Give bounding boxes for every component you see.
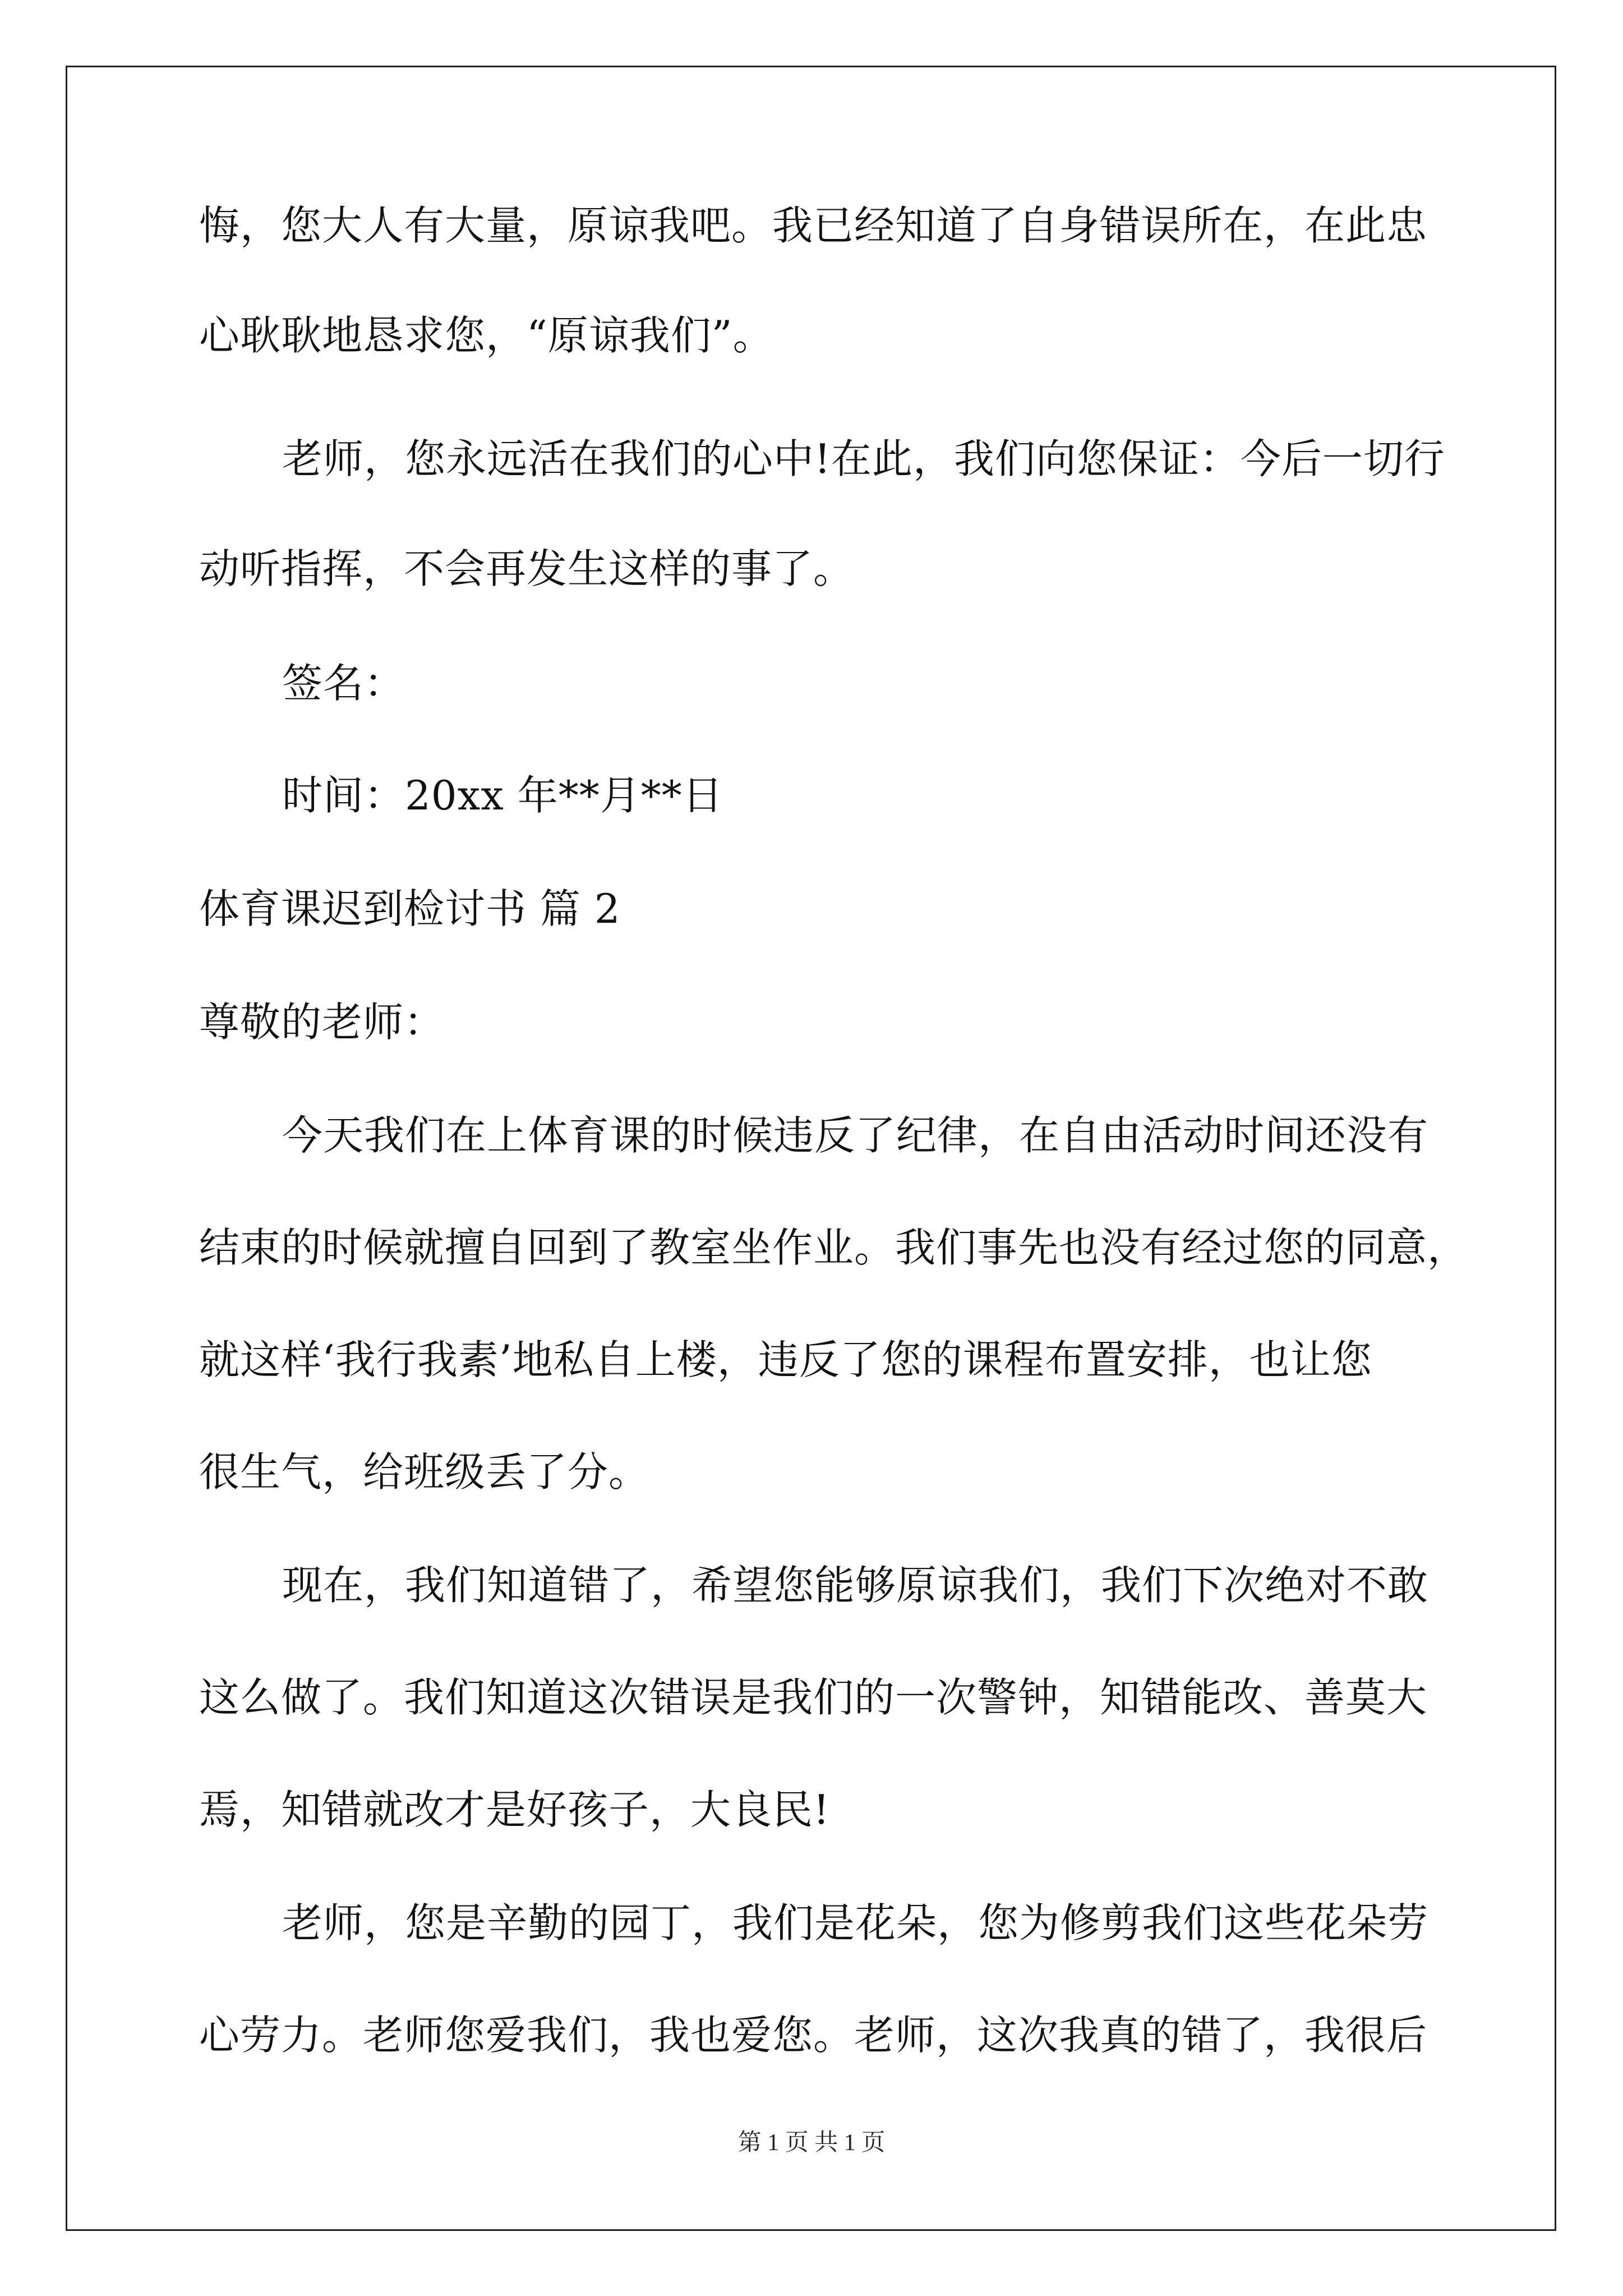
salutation: 尊敬的老师： — [199, 999, 445, 1046]
paragraph-line: 动听指挥，不会再发生这样的事了。 — [199, 545, 855, 592]
paragraph-line: 焉，知错就改才是好孩子，大良民! — [199, 1786, 830, 1833]
paragraph-line: 今天我们在上体育课的时候违反了纪律，在自由活动时间还没有 — [282, 1112, 1429, 1159]
paragraph-line: 悔，您大人有大量，原谅我吧。我已经知道了自身错误所在，在此忠 — [199, 202, 1428, 249]
paragraph-line: 心劳力。老师您爱我们，我也爱您。老师，这次我真的错了，我很后 — [199, 2012, 1428, 2059]
page-number-footer: 第 1 页 共 1 页 — [737, 2130, 886, 2156]
paragraph-line: 老师，您永远活在我们的心中!在此，我们向您保证：今后一切行 — [282, 435, 1445, 482]
paragraph-line: 老师，您是辛勤的园丁，我们是花朵，您为修剪我们这些花朵劳 — [282, 1899, 1429, 1947]
paragraph-line: 就这样‘我行我素’地私自上楼，违反了您的课程布置安排，也让您 — [199, 1336, 1372, 1383]
paragraph-line: 很生气，给班级丢了分。 — [199, 1448, 650, 1496]
date-line: 时间：20xx 年**月**日 — [282, 772, 723, 819]
paragraph-line: 这么做了。我们知道这次错误是我们的一次警钟，知错能改、善莫大 — [199, 1674, 1428, 1721]
section-title: 体育课迟到检讨书 篇 2 — [199, 885, 621, 932]
signature-label: 签名： — [282, 660, 405, 707]
paragraph-line: 心耿耿地恳求您，“原谅我们”。 — [199, 312, 774, 359]
paragraph-line: 结束的时候就擅自回到了教室坐作业。我们事先也没有经过您的同意， — [199, 1224, 1469, 1271]
paragraph-line: 现在，我们知道错了，希望您能够原谅我们，我们下次绝对不敢 — [282, 1562, 1429, 1609]
